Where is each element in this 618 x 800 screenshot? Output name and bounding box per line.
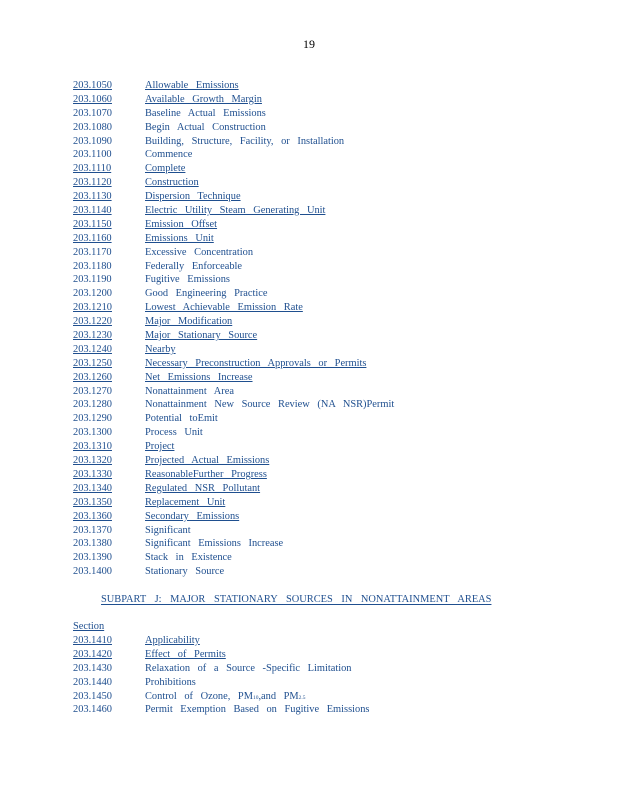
section-title: Potential toEmit <box>145 413 218 425</box>
section-row[interactable] <box>73 357 593 371</box>
section-number[interactable]: 203.1310 <box>73 441 112 453</box>
section-row <box>73 565 593 579</box>
section-number: 203.1440 <box>73 676 112 688</box>
section-row <box>73 148 593 162</box>
section-title: Relaxation of a Source -Specific Limitation <box>145 662 352 674</box>
section-number: 203.1430 <box>73 662 112 674</box>
section-row <box>73 537 593 551</box>
section-title: Commence <box>145 149 193 161</box>
section-title[interactable]: Electric Utility Steam Generating Unit <box>145 205 326 217</box>
section-number: 203.1080 <box>73 121 112 133</box>
section-title[interactable]: Emissions Unit <box>145 232 214 244</box>
section-number[interactable]: 203.1110 <box>73 163 112 175</box>
section-row[interactable] <box>73 218 593 232</box>
section-number[interactable]: 203.1330 <box>73 468 112 480</box>
section-row[interactable] <box>73 468 593 482</box>
section-title: Significant Emissions Increase <box>145 538 284 550</box>
section-row[interactable] <box>73 329 593 343</box>
section-number[interactable]: 203.1260 <box>73 371 112 383</box>
section-row[interactable] <box>73 371 593 385</box>
section-title: Fugitive Emissions <box>145 274 230 286</box>
section-title: Process Unit <box>145 427 203 439</box>
section-number[interactable]: 203.1230 <box>73 330 112 342</box>
section-row[interactable] <box>73 204 593 218</box>
subscript: 2.5 <box>298 694 306 701</box>
section-title[interactable]: Necessary Preconstruction Approvals or Permits <box>145 357 367 369</box>
section-row <box>73 426 593 440</box>
section-row <box>73 107 593 121</box>
section-row <box>73 385 593 399</box>
section-row <box>73 551 593 565</box>
section-number[interactable]: 203.1160 <box>73 232 112 244</box>
section-number[interactable]: 203.1150 <box>73 218 112 230</box>
section-row[interactable] <box>73 482 593 496</box>
section-number[interactable]: 203.1340 <box>73 482 112 494</box>
section-number[interactable]: 203.1250 <box>73 357 112 369</box>
section-title[interactable]: Regulated NSR Pollutant <box>145 482 261 494</box>
section-number[interactable]: 203.1360 <box>73 510 112 522</box>
section-row[interactable] <box>73 79 593 93</box>
section-title: Begin Actual Construction <box>145 121 266 133</box>
section-title[interactable]: Major Stationary Source <box>145 330 258 342</box>
section-title-text: ,and PM <box>258 690 299 702</box>
section-row <box>73 246 593 260</box>
section-number: 203.1100 <box>73 149 112 161</box>
section-row[interactable] <box>73 440 593 454</box>
section-row <box>73 260 593 274</box>
section-title[interactable]: Dispersion Technique <box>145 191 241 203</box>
section-title: Baseline Actual Emissions <box>145 107 266 119</box>
section-title-text: Control of Ozone, PM <box>145 690 253 702</box>
section-number[interactable]: 203.1350 <box>73 496 112 508</box>
section-number: 203.1290 <box>73 413 112 425</box>
section-row <box>73 412 593 426</box>
section-row <box>73 135 593 149</box>
section-title: Nonattainment New Source Review (NA NSR)Permit <box>145 399 395 411</box>
section-number: 203.1190 <box>73 274 112 286</box>
section-row <box>73 690 593 704</box>
section-number: 203.1400 <box>73 566 112 578</box>
section-number: 203.1450 <box>73 690 112 702</box>
section-number[interactable]: 203.1060 <box>73 93 112 105</box>
section-number[interactable]: 203.1410 <box>73 635 112 646</box>
section-number: 203.1090 <box>73 135 112 147</box>
section-row[interactable] <box>73 176 593 190</box>
section-row <box>73 662 593 676</box>
section-number: 203.1070 <box>73 107 112 119</box>
section-title: Nonattainment Area <box>145 385 234 397</box>
section-row <box>73 398 593 412</box>
section-row <box>73 676 593 690</box>
section-number: 203.1180 <box>73 260 112 272</box>
section-row <box>73 121 593 135</box>
section-title[interactable]: Project <box>145 441 175 453</box>
section-row <box>73 273 593 287</box>
section-row[interactable] <box>73 634 593 648</box>
section-title[interactable]: Effect of Permits <box>145 648 226 660</box>
section-number: 203.1380 <box>73 538 112 550</box>
section-number[interactable]: 203.1050 <box>73 80 112 91</box>
section-title: Prohibitions <box>145 676 196 688</box>
section-row[interactable] <box>73 93 593 107</box>
section-number[interactable]: 203.1220 <box>73 316 112 328</box>
section-title[interactable]: Lowest Achievable Emission Rate <box>145 302 303 314</box>
section-title[interactable]: Emission Offset <box>145 218 218 230</box>
section-title[interactable]: Applicability <box>145 635 200 646</box>
section-number[interactable]: 203.1140 <box>73 205 112 217</box>
section-number[interactable]: 203.1320 <box>73 455 112 467</box>
section-title[interactable]: Allowable Emissions <box>145 80 239 91</box>
section-number: 203.1390 <box>73 552 112 564</box>
section-row <box>73 287 593 301</box>
section-number: 203.1200 <box>73 288 112 300</box>
page-number: 19 <box>303 37 315 51</box>
section-row[interactable] <box>73 510 593 524</box>
section-row[interactable] <box>73 232 593 246</box>
subscript: 10 <box>252 694 259 701</box>
section-number[interactable]: 203.1130 <box>73 191 112 203</box>
section-number[interactable]: 203.1120 <box>73 177 112 189</box>
section-title[interactable]: Projected Actual Emissions <box>145 455 270 467</box>
section-title: Significant <box>145 524 191 536</box>
section-title: Good Engineering Practice <box>145 288 268 300</box>
section-number: 203.1270 <box>73 385 112 397</box>
section-title[interactable]: ReasonableFurther Progress <box>145 468 267 480</box>
section-number[interactable]: 203.1210 <box>73 302 112 314</box>
section-number[interactable]: 203.1420 <box>73 648 112 660</box>
section-number[interactable]: 203.1240 <box>73 343 112 355</box>
section-row <box>73 524 593 538</box>
section-row[interactable] <box>73 343 593 357</box>
section-title[interactable]: Nearby <box>145 343 176 355</box>
section-number: 203.1370 <box>73 524 112 536</box>
section-number: 203.1280 <box>73 399 112 411</box>
section-number: 203.1170 <box>73 246 112 258</box>
section-title: Federally Enforceable <box>145 260 243 272</box>
section-title: Stationary Source <box>145 566 225 578</box>
section-title[interactable]: Secondary Emissions <box>145 510 240 522</box>
section-title: Permit Exemption Based on Fugitive Emissions <box>145 704 370 716</box>
subpart-j-section-list <box>73 634 593 717</box>
section-title[interactable]: Major Modification <box>145 316 233 328</box>
section-title: Stack in Existence <box>145 552 232 564</box>
section-row[interactable] <box>73 190 593 204</box>
section-row[interactable] <box>73 162 593 176</box>
section-title[interactable]: Net Emissions Increase <box>145 371 253 383</box>
subpart-j-heading[interactable]: SUBPART J: MAJOR STATIONARY SOURCES IN NONATTAINMENT AREAS <box>101 594 492 605</box>
section-number: 203.1300 <box>73 427 112 439</box>
section-title[interactable]: Construction <box>145 177 199 189</box>
section-row[interactable] <box>73 454 593 468</box>
section-title[interactable]: Replacement Unit <box>145 496 226 508</box>
section-number: 203.1460 <box>73 704 112 716</box>
section-title[interactable]: Complete <box>145 163 186 175</box>
section-row[interactable] <box>73 315 593 329</box>
section-row <box>73 703 593 717</box>
section-row[interactable] <box>73 496 593 510</box>
section-row[interactable] <box>73 301 593 315</box>
section-row[interactable] <box>73 648 593 662</box>
subpart-i-section-list <box>73 79 593 579</box>
section-title[interactable]: Available Growth Margin <box>145 93 262 105</box>
section-title: Building, Structure, Facility, or Installation <box>145 135 345 147</box>
section-title: Excessive Concentration <box>145 246 254 258</box>
section-label[interactable]: Section <box>73 621 105 632</box>
